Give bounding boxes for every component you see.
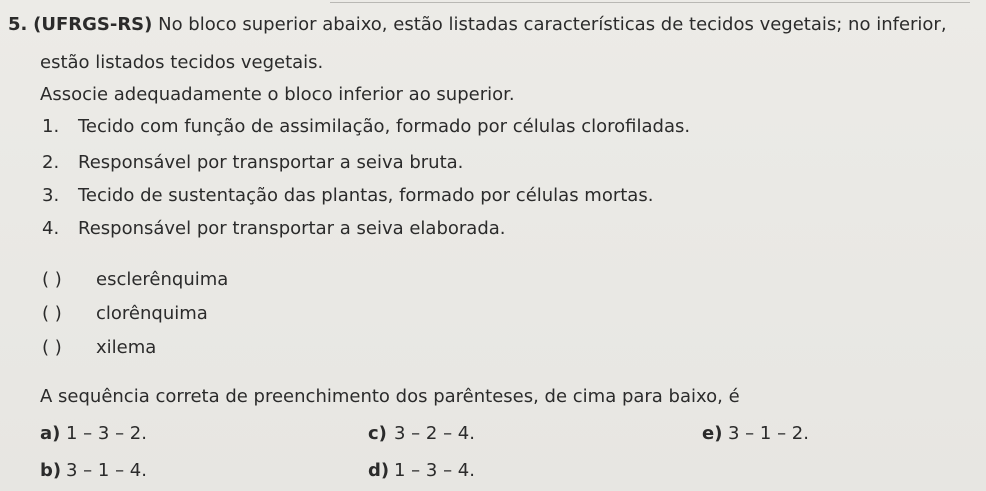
upper-item-text: Responsável por transportar a seiva bruta.: [78, 152, 464, 173]
upper-item: [42, 116, 690, 138]
option-text: 1 – 3 – 2.: [66, 423, 147, 444]
lower-item-text: xilema: [96, 337, 157, 358]
answer-prompt: A sequência correta de preenchimento dos parênteses, de cima para baixo, é: [40, 386, 740, 407]
upper-item-text: Tecido de sustentação das plantas, formado por células mortas.: [78, 185, 654, 206]
lower-item-text: clorênquima: [96, 303, 208, 324]
question-number: 5.: [8, 14, 28, 35]
option-text: 3 – 1 – 2.: [728, 423, 809, 444]
upper-item-text: Tecido com função de assimilação, formado por células clorofiladas.: [78, 116, 691, 137]
lower-item: [42, 269, 228, 291]
lower-item: [42, 337, 156, 359]
lower-item: [42, 303, 208, 325]
question-header: [8, 14, 947, 36]
option-text: 3 – 2 – 4.: [394, 423, 475, 444]
option-letter: a): [40, 423, 61, 444]
option-letter: b): [40, 460, 62, 481]
question-intro-line2: estão listados tecidos vegetais.: [40, 52, 324, 73]
option-d[interactable]: [368, 460, 475, 482]
upper-item: [42, 152, 463, 174]
top-rule: [330, 2, 970, 3]
option-e[interactable]: [702, 423, 809, 445]
question-source: (UFRGS-RS): [33, 14, 153, 35]
question-intro-line1: No bloco superior abaixo, estão listadas características de tecidos vegetais; no inferior,: [158, 14, 947, 35]
option-letter: e): [702, 423, 723, 444]
option-b[interactable]: [40, 460, 147, 482]
question-instruction: Associe adequadamente o bloco inferior ao superior.: [40, 84, 515, 105]
answer-parenthesis: ( ): [42, 269, 62, 290]
option-a[interactable]: [40, 423, 147, 445]
upper-item-text: Responsável por transportar a seiva elaborada.: [78, 218, 506, 239]
lower-item-text: esclerênquima: [96, 269, 229, 290]
option-text: 3 – 1 – 4.: [66, 460, 147, 481]
option-c[interactable]: [368, 423, 475, 445]
upper-item-number: 1.: [42, 116, 60, 137]
upper-item-number: 4.: [42, 218, 60, 239]
upper-item: [42, 218, 506, 240]
option-text: 1 – 3 – 4.: [394, 460, 475, 481]
option-letter: d): [368, 460, 390, 481]
answer-parenthesis: ( ): [42, 303, 62, 324]
upper-item: [42, 185, 653, 207]
option-letter: c): [368, 423, 387, 444]
upper-item-number: 2.: [42, 152, 60, 173]
upper-item-number: 3.: [42, 185, 60, 206]
answer-parenthesis: ( ): [42, 337, 62, 358]
